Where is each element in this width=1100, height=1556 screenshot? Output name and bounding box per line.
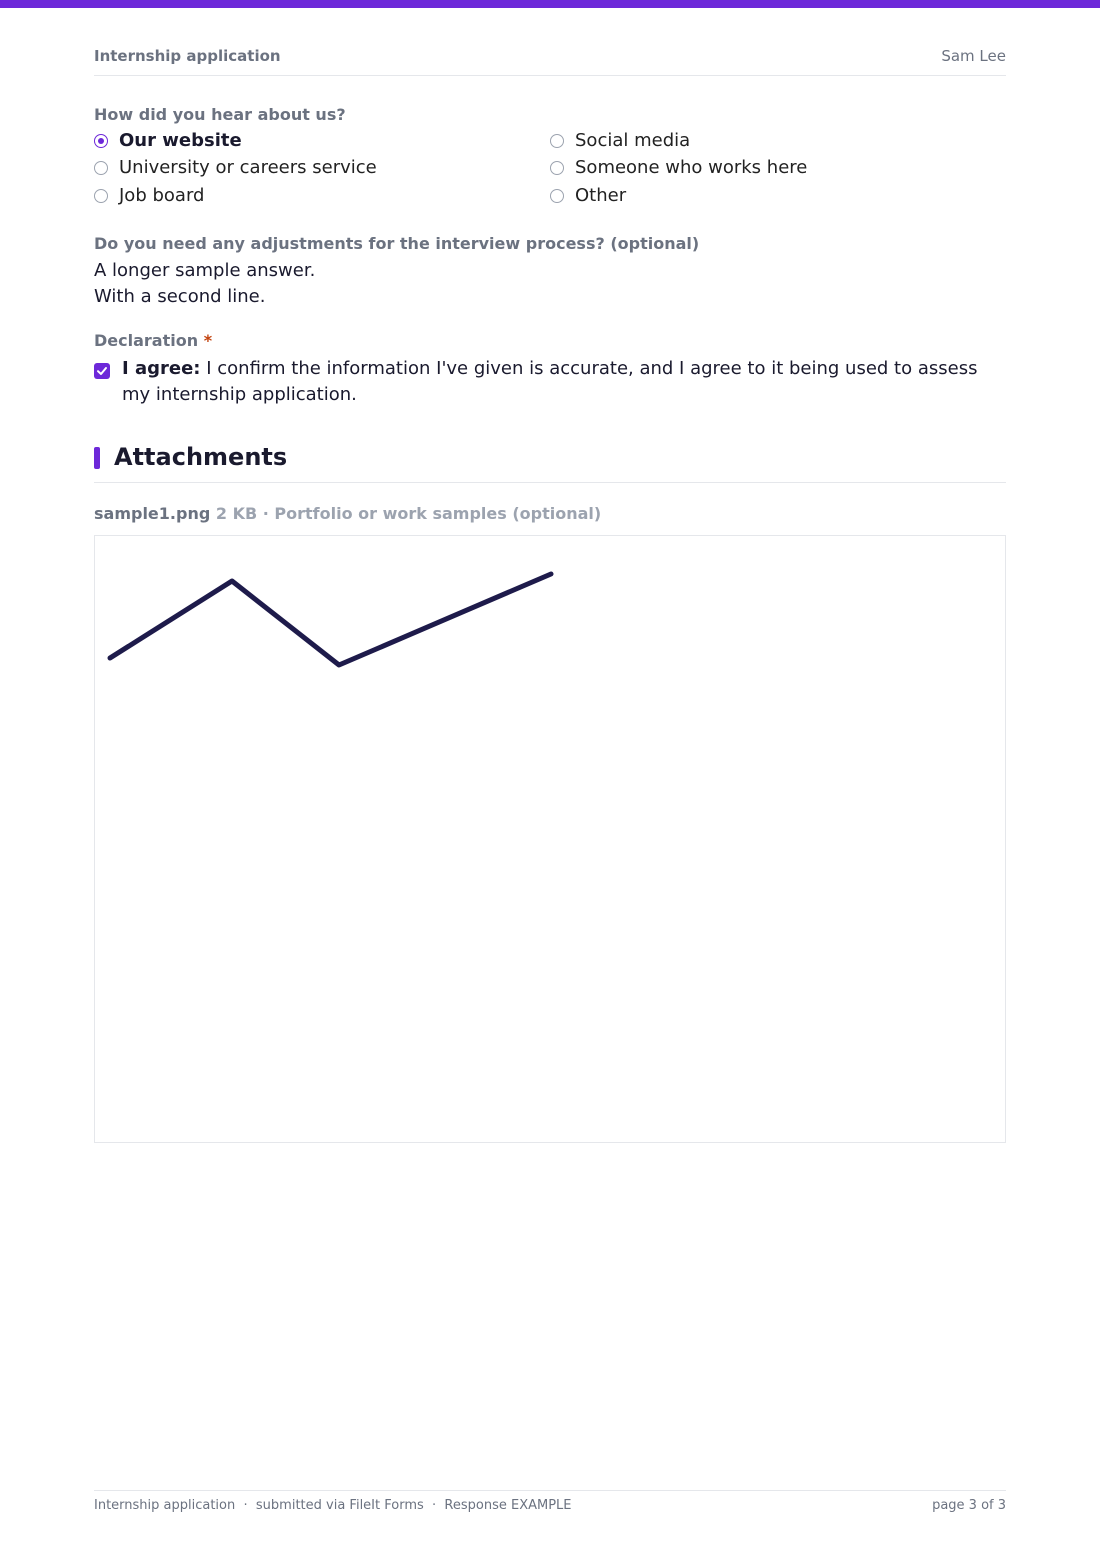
radio-empty-icon — [550, 161, 564, 175]
radio-empty-icon — [94, 161, 108, 175]
radio-option-label: Social media — [575, 130, 691, 151]
sketch-stroke — [110, 574, 551, 665]
radio-option-label: Other — [575, 185, 627, 206]
radio-empty-icon — [94, 189, 108, 203]
radio-empty-icon — [550, 134, 564, 148]
section-title-attachments: Attachments — [114, 443, 288, 471]
radio-option-label: Someone who works here — [575, 157, 808, 178]
radio-option-someone-works-here[interactable] — [550, 157, 807, 178]
attachment-file-info: 2 KB · Portfolio or work samples (optional) — [215, 504, 602, 523]
radio-selected-icon — [94, 134, 108, 148]
declaration-checkbox[interactable] — [94, 363, 110, 379]
declaration-label-text: Declaration — [94, 331, 199, 350]
answer-line: With a second line. — [94, 286, 266, 307]
attachment-file-name[interactable]: sample1.png — [94, 504, 211, 523]
applicant-name: Sam Lee — [941, 47, 1006, 65]
radio-option-label: Our website — [119, 130, 242, 151]
required-marker: * — [203, 331, 213, 350]
radio-option-label: University or careers service — [119, 157, 377, 178]
radio-option-social-media[interactable] — [550, 130, 690, 151]
section-accent-bar — [94, 447, 100, 469]
answer-line: A longer sample answer. — [94, 260, 316, 281]
radio-empty-icon — [550, 189, 564, 203]
accent-top-bar — [0, 0, 1100, 8]
page-number: page 3 of 3 — [932, 1498, 1006, 1513]
sketch-image — [95, 536, 1005, 1142]
radio-option-our-website[interactable] — [94, 130, 242, 151]
footer-info: Internship application · submitted via FileIt Forms · Response EXAMPLE — [94, 1498, 572, 1513]
footer-divider — [94, 1490, 1006, 1491]
attachment-image-preview[interactable] — [94, 535, 1006, 1143]
radio-option-label: Job board — [119, 185, 205, 206]
radio-option-job-board[interactable] — [94, 185, 204, 206]
declaration-text — [122, 356, 982, 408]
question-label-adjustments: Do you need any adjustments for the interview process? (optional) — [94, 234, 700, 253]
radio-option-university[interactable] — [94, 157, 377, 178]
radio-option-other[interactable] — [550, 185, 626, 206]
section-divider — [94, 482, 1006, 483]
form-title: Internship application — [94, 47, 281, 65]
checkmark-icon — [96, 365, 108, 377]
declaration-statement: I confirm the information I've given is accurate, and I agree to it being used to assess my internship application. — [122, 358, 978, 405]
declaration-label — [94, 331, 212, 350]
answer-adjustments — [94, 258, 315, 310]
attachment-meta — [94, 504, 601, 523]
question-label-source: How did you hear about us? — [94, 105, 346, 124]
page-header — [94, 47, 1006, 76]
agree-label: I agree: — [122, 358, 201, 379]
